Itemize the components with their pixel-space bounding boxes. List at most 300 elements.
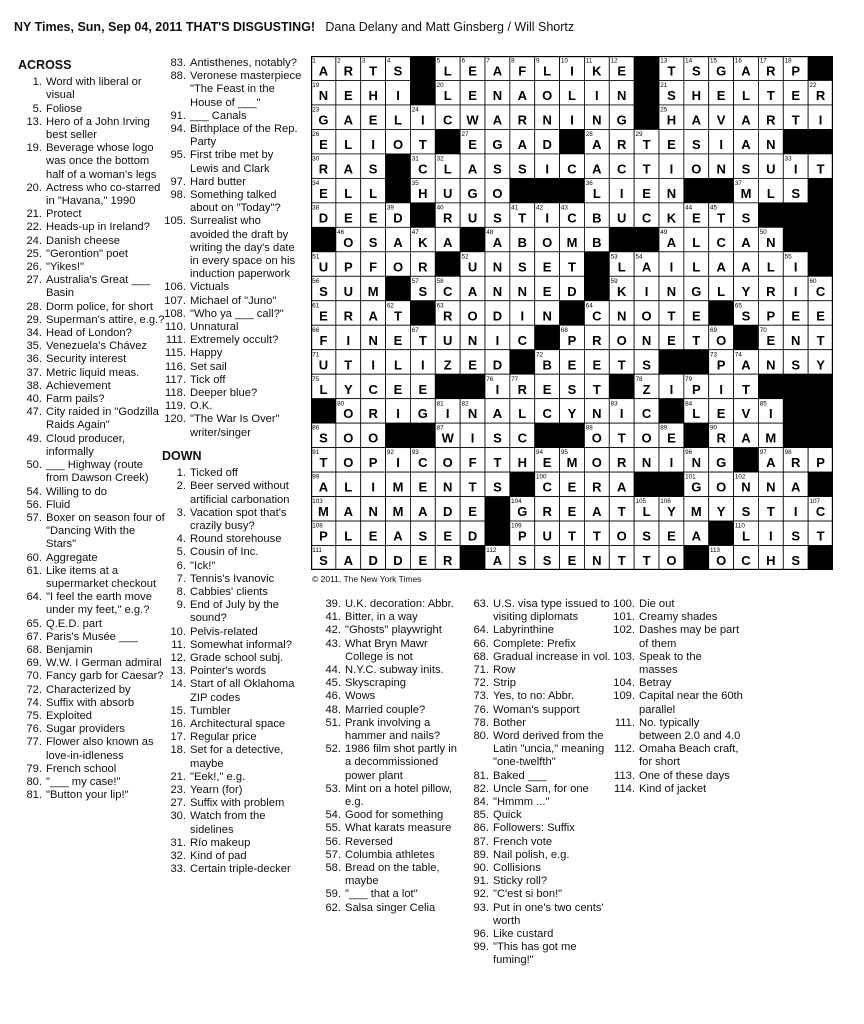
cell-letter: A — [443, 234, 453, 250]
clue-text: Married couple? — [345, 703, 426, 716]
cell-number: 33 — [784, 155, 792, 163]
across-clue — [18, 353, 166, 366]
across-clue — [18, 552, 166, 565]
cell-number: 17 — [759, 57, 767, 65]
clue-text: French school — [46, 762, 117, 775]
cell-letter: H — [368, 88, 378, 104]
cell-number: 89 — [660, 424, 668, 432]
cell-number: 34 — [312, 179, 320, 187]
across-clue — [162, 308, 302, 321]
clue-text: Regular price — [190, 731, 257, 744]
cell-letter: S — [319, 283, 328, 299]
cell-letter: L — [617, 259, 626, 275]
cell-letter: N — [666, 283, 677, 299]
cell-number: 1 — [312, 57, 316, 65]
clue-number: 59. — [325, 888, 341, 901]
cell-letter: M — [367, 283, 379, 299]
cell-letter: K — [617, 283, 627, 299]
cell-letter: N — [492, 259, 503, 275]
clue-number: 81. — [26, 789, 42, 802]
cell-number: 52 — [461, 253, 469, 261]
cell-number: 86 — [312, 424, 320, 432]
cell-number: 93 — [411, 449, 419, 457]
clue-text: Omaha Beach craft, for short — [639, 743, 739, 769]
across-clue — [18, 248, 166, 261]
cell-letter: C — [567, 210, 577, 226]
cell-letter: D — [393, 553, 403, 569]
cell-letter: O — [641, 308, 652, 324]
clue-number: 38. — [26, 379, 42, 392]
clue-text: Surrealist who avoided the draft by writing the day's date in every space on his induction paperwork — [190, 215, 296, 281]
cell-letter: N — [766, 357, 776, 373]
cell-letter: E — [343, 88, 353, 104]
clue-number: 21. — [26, 208, 42, 221]
clue-number: 81. — [473, 769, 489, 782]
cell-letter: A — [766, 455, 776, 471]
cell-letter: E — [667, 430, 676, 446]
cell-letter: I — [545, 161, 549, 177]
cell-letter: C — [517, 430, 527, 446]
cell-letter: M — [392, 479, 404, 495]
black-square — [659, 350, 684, 374]
cell-letter: R — [443, 553, 453, 569]
cell-letter: T — [766, 88, 775, 104]
down-clue — [611, 624, 743, 650]
black-square — [808, 178, 833, 202]
clue-text: What karats measure — [345, 822, 452, 835]
cell-letter: I — [818, 112, 823, 128]
cell-number: 5 — [436, 57, 441, 65]
cell-letter: B — [517, 234, 527, 250]
cell-letter: A — [492, 406, 503, 422]
cell-letter: E — [393, 381, 403, 397]
clue-text: Achievement — [46, 379, 111, 392]
black-square — [510, 472, 535, 496]
clue-number: 82. — [473, 782, 489, 795]
cell-number: 95 — [560, 449, 568, 457]
cell-letter: R — [443, 308, 453, 324]
clue-text: Like items at a supermarket checkout — [46, 564, 157, 590]
cell-letter: E — [418, 381, 428, 397]
cell-number: 112 — [486, 547, 497, 555]
clue-number: 7. — [176, 572, 186, 585]
cell-letter: F — [518, 63, 527, 79]
cell-number: 28 — [585, 131, 593, 139]
clue-text: U.S. visa type issued to visiting diplomats — [493, 598, 610, 624]
cell-letter: L — [394, 357, 402, 373]
cell-letter: U — [467, 210, 478, 226]
cell-letter: I — [793, 161, 798, 177]
cell-letter: E — [319, 137, 328, 153]
cell-letter: T — [617, 553, 626, 569]
clue-number: 13. — [26, 115, 42, 128]
clues-column-1 — [18, 57, 166, 802]
down-clue — [611, 677, 743, 690]
clue-text: Kind of jacket — [639, 782, 707, 795]
cell-letter: S — [493, 430, 502, 446]
cell-letter: O — [691, 161, 702, 177]
cell-letter: S — [741, 161, 751, 177]
cell-letter: P — [766, 308, 776, 324]
black-square — [435, 252, 460, 276]
black-square — [783, 399, 808, 423]
cell-letter: O — [542, 88, 553, 104]
cell-letter: S — [791, 185, 801, 201]
across-clue — [18, 723, 166, 736]
clue-number: 101. — [613, 611, 635, 624]
down-clue — [465, 822, 611, 835]
clue-number: 45. — [325, 677, 341, 690]
clue-number: 57. — [26, 511, 42, 524]
down-clue — [162, 599, 302, 625]
black-square — [783, 129, 808, 153]
cell-number: 59 — [610, 277, 618, 285]
cell-letter: C — [641, 406, 652, 422]
cell-number: 25 — [660, 106, 668, 114]
clue-number: 33. — [170, 863, 186, 876]
cell-letter: A — [418, 504, 428, 520]
cell-letter: L — [443, 161, 452, 177]
cell-letter: O — [716, 332, 727, 348]
across-clue — [162, 387, 302, 400]
clue-text: Set sail — [190, 360, 227, 373]
cell-letter: E — [791, 88, 801, 104]
clue-number: 50. — [26, 459, 42, 472]
across-clue — [18, 221, 166, 234]
black-square — [709, 301, 734, 325]
clue-text: Vacation spot that's crazily busy? — [190, 506, 287, 532]
black-square — [535, 423, 560, 447]
across-clue — [18, 103, 166, 116]
cell-number: 30 — [312, 155, 320, 163]
down-clue — [465, 651, 611, 664]
clue-text: Benjamin — [46, 643, 93, 656]
across-clue — [162, 321, 302, 334]
cell-letter: N — [691, 455, 701, 471]
cell-letter: T — [592, 528, 601, 544]
cell-letter: I — [619, 406, 624, 422]
down-clue — [162, 837, 302, 850]
cell-letter: O — [716, 553, 727, 569]
down-clue — [162, 771, 302, 784]
cell-letter: A — [666, 234, 677, 250]
black-square — [808, 129, 833, 153]
across-clue — [18, 274, 166, 300]
cell-letter: M — [566, 455, 578, 471]
down-clue — [162, 718, 302, 731]
cell-number: 97 — [759, 449, 767, 457]
clue-number: 54. — [325, 809, 341, 822]
cell-letter: E — [816, 308, 825, 324]
black-square — [560, 423, 585, 447]
cell-letter: C — [418, 161, 428, 177]
cell-letter: G — [492, 137, 503, 153]
clue-text: "Who ya ___ call?" — [190, 307, 284, 320]
clue-text: Betray — [639, 677, 672, 690]
cell-letter: A — [318, 63, 329, 79]
clue-text: Architectural space — [190, 717, 286, 730]
black-square — [808, 423, 833, 447]
cell-number: 20 — [436, 82, 444, 90]
cell-letter: N — [617, 308, 627, 324]
black-square — [535, 325, 560, 349]
cell-letter: I — [769, 406, 773, 422]
clue-text: Michael of "Juno" — [190, 294, 277, 307]
clue-number: 56. — [26, 498, 42, 511]
cell-letter: T — [816, 161, 825, 177]
cell-letter: T — [816, 528, 825, 544]
clue-number: 54. — [26, 485, 42, 498]
clue-number: 4. — [176, 533, 186, 546]
clue-text: French vote — [493, 835, 553, 848]
cell-letter: M — [566, 234, 578, 250]
cell-letter: E — [691, 210, 701, 226]
clue-number: 86. — [473, 822, 489, 835]
cell-letter: O — [492, 185, 503, 201]
clue-text: Start of all Oklahoma ZIP codes — [190, 678, 295, 704]
black-square — [311, 399, 336, 423]
cell-number: 10 — [560, 57, 568, 65]
clue-text: Protect — [46, 208, 82, 221]
cell-letter: L — [344, 185, 353, 201]
across-clue — [18, 261, 166, 274]
cell-letter: E — [468, 357, 477, 373]
cell-letter: T — [667, 308, 676, 324]
clue-number: 39. — [325, 598, 341, 610]
down-clue — [611, 651, 743, 677]
black-square — [684, 546, 709, 570]
cell-letter: D — [393, 210, 403, 226]
clue-number: 15. — [170, 704, 186, 717]
down-clue — [317, 888, 465, 901]
cell-number: 104 — [511, 498, 522, 506]
clue-text: Tumbler — [190, 704, 231, 717]
cell-letter: S — [741, 504, 751, 520]
cell-letter: T — [592, 381, 601, 397]
cell-letter: T — [369, 63, 378, 79]
cell-letter: E — [368, 112, 378, 128]
cell-letter: O — [591, 430, 602, 446]
cell-letter: M — [740, 185, 752, 201]
clue-number: 88. — [170, 70, 186, 83]
cell-letter: A — [592, 137, 602, 153]
cell-letter: I — [793, 504, 798, 520]
across-clue — [18, 776, 166, 789]
clue-number: 73. — [473, 690, 489, 703]
cell-letter: H — [766, 553, 776, 569]
cell-letter: E — [443, 528, 453, 544]
cell-letter: D — [467, 528, 478, 544]
cell-letter: R — [517, 381, 527, 397]
black-square — [560, 178, 585, 202]
clue-text: Creamy shades — [639, 611, 718, 624]
clue-text: Kind of pad — [190, 849, 247, 862]
cell-letter: I — [495, 332, 500, 348]
clue-text: "Yikes!" — [46, 261, 84, 274]
cell-letter: L — [692, 259, 701, 275]
clue-text: First tribe met by Lewis and Clark — [190, 149, 274, 175]
cell-letter: C — [617, 161, 627, 177]
clue-text: Hard butter — [190, 175, 246, 188]
clue-number: 83. — [170, 57, 186, 69]
clue-text: Farm pails? — [46, 393, 105, 406]
cell-number: 113 — [710, 547, 721, 555]
clue-text: Characterized by — [46, 683, 131, 696]
clue-number: 118. — [165, 387, 186, 400]
clue-number: 27. — [26, 274, 42, 287]
clue-text: Cloud producer, informally — [46, 432, 125, 458]
cell-letter: D — [542, 137, 552, 153]
cell-letter: E — [418, 553, 428, 569]
cell-letter: E — [418, 479, 428, 495]
clue-number: 110. — [165, 321, 186, 334]
cell-letter: O — [343, 406, 354, 422]
cell-letter: O — [442, 455, 453, 471]
cell-letter: R — [815, 88, 826, 104]
down-clue — [317, 743, 465, 783]
cell-letter: C — [641, 210, 652, 226]
down-clue — [465, 677, 611, 690]
down-clue — [465, 717, 611, 730]
clue-number: 32. — [170, 849, 186, 862]
cell-letter: E — [542, 283, 552, 299]
black-square — [460, 374, 485, 398]
cell-number: 50 — [759, 228, 767, 236]
clue-text: What Bryn Mawr College is not — [345, 637, 428, 663]
black-square — [634, 472, 659, 496]
cell-letter: N — [467, 332, 478, 348]
across-clue — [18, 235, 166, 248]
clue-number: 16. — [170, 717, 186, 730]
across-clue — [18, 486, 166, 499]
cell-letter: C — [815, 504, 826, 520]
cell-letter: Y — [567, 406, 577, 422]
cell-number: 85 — [759, 400, 767, 408]
clue-number: 104. — [613, 677, 635, 690]
cell-letter: S — [493, 210, 502, 226]
down-clue — [162, 850, 302, 863]
clue-text: Good for something — [345, 809, 444, 822]
down-clue — [317, 664, 465, 677]
cell-letter: L — [443, 88, 452, 104]
across-clue — [18, 631, 166, 644]
black-square — [311, 227, 336, 251]
cell-letter: F — [319, 332, 328, 348]
cell-letter: E — [542, 455, 552, 471]
cell-letter: P — [368, 455, 378, 471]
across-clue — [18, 142, 166, 182]
cell-number: 109 — [511, 522, 522, 530]
clue-number: 64. — [26, 591, 42, 604]
clue-text: Foliose — [46, 102, 83, 115]
cell-number: 45 — [710, 204, 718, 212]
cell-letter: E — [468, 504, 477, 520]
cell-letter: N — [443, 479, 453, 495]
across-clue — [18, 644, 166, 657]
across-clue — [162, 347, 302, 360]
cell-letter: E — [468, 63, 477, 79]
cell-letter: L — [717, 283, 726, 299]
clue-text: Aggregate — [46, 551, 98, 564]
black-square — [758, 203, 783, 227]
down-clue — [317, 624, 465, 637]
clue-text: Heads-up in Ireland? — [46, 221, 150, 234]
cell-letter: S — [691, 63, 701, 79]
down-clue — [162, 797, 302, 810]
clues-column-4 — [465, 598, 611, 968]
cell-letter: O — [641, 430, 652, 446]
copyright-notice: © 2011, The New York Times — [312, 574, 422, 584]
black-square — [410, 56, 435, 80]
clue-text: Wows — [345, 690, 376, 703]
down-clue — [317, 677, 465, 690]
cell-letter: K — [418, 234, 428, 250]
cell-letter: K — [666, 210, 677, 226]
cell-letter: G — [616, 112, 627, 128]
down-clue — [465, 836, 611, 849]
cell-letter: I — [421, 357, 425, 373]
clues-column-2 — [162, 57, 302, 876]
across-clue — [18, 763, 166, 776]
cell-letter: G — [691, 479, 702, 495]
cell-number: 53 — [610, 253, 618, 261]
cell-number: 47 — [411, 228, 419, 236]
cell-letter: O — [343, 430, 354, 446]
cell-letter: E — [642, 185, 651, 201]
cell-letter: T — [344, 357, 353, 373]
cell-letter: U — [443, 185, 453, 201]
down-clue — [465, 796, 611, 809]
down-clue — [162, 665, 302, 678]
down-clue — [162, 863, 302, 876]
cell-letter: L — [344, 137, 353, 153]
clue-text: Set for a detective, maybe — [190, 744, 284, 770]
cell-letter: T — [791, 112, 800, 128]
clue-text: Round storehouse — [190, 533, 282, 546]
clue-number: 6. — [176, 559, 186, 572]
clue-number: 30. — [170, 810, 186, 823]
clue-text: Yes, to no: Abbr. — [493, 690, 575, 703]
cell-letter: L — [543, 63, 552, 79]
clue-text: Mint on a hotel pillow, e.g. — [345, 782, 452, 809]
cell-letter: A — [343, 112, 353, 128]
cell-letter: G — [716, 455, 727, 471]
cell-letter: N — [467, 406, 478, 422]
clue-number: 112. — [614, 743, 635, 756]
cell-letter: N — [542, 112, 552, 128]
clue-number: 55. — [325, 822, 341, 835]
down-clue — [162, 560, 302, 573]
cell-letter: E — [667, 137, 676, 153]
cell-number: 9 — [536, 57, 540, 65]
clue-text: Cousin of Inc. — [190, 546, 259, 559]
clue-text: Watch from the sidelines — [190, 810, 266, 836]
down-clue — [162, 639, 302, 652]
clue-number: 85. — [473, 809, 489, 822]
cell-number: 65 — [734, 302, 742, 310]
cell-letter: A — [691, 528, 701, 544]
cell-letter: N — [641, 455, 652, 471]
across-clue — [18, 327, 166, 340]
clue-text: Bitter, in a way — [345, 611, 418, 624]
across-clue — [18, 618, 166, 631]
cell-letter: A — [393, 528, 403, 544]
clue-text: Dashes may be part of them — [639, 624, 740, 650]
clue-number: 20. — [26, 181, 42, 194]
across-clue — [162, 295, 302, 308]
black-square — [659, 399, 684, 423]
clue-text: Beer served without artificial carbonation — [190, 480, 290, 506]
